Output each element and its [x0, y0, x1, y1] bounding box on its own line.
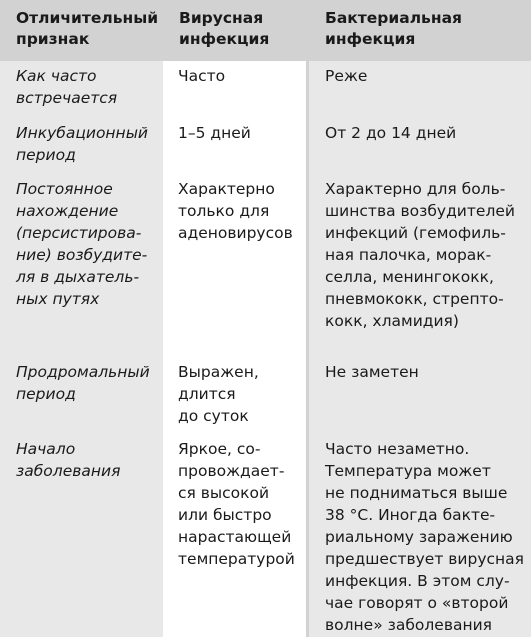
row-4-feature: Продромальный период	[16, 363, 150, 403]
row-2-feature: Инкубационный период	[16, 124, 149, 164]
row-2-viral: 1–5 дней	[178, 124, 251, 142]
row-1-feature: Как часто встречается	[16, 67, 118, 107]
row-3-bacterial: Характерно для боль- шинства возбудителей инфекций (гемофиль- ная палочка, морак- селла, менингококк, пневмококк, стрепто- кокк, хламидия)	[325, 180, 515, 330]
row-5-feature: Начало заболевания	[16, 440, 121, 480]
row-4-bacterial: Не заметен	[325, 363, 419, 381]
row-3-feature: Постоянное нахождение (персистирова- ние) возбудите- ля в дыхатель- ных путях	[16, 180, 148, 308]
header-viral: Вирусная инфекция	[179, 9, 270, 48]
table-header	[0, 0, 531, 61]
row-1-viral: Часто	[178, 67, 226, 85]
row-5-viral: Яркое, со- провождает- ся высокой или быстро нарастающей температурой	[178, 440, 295, 568]
row-1-bacterial: Реже	[325, 67, 368, 85]
header-feature: Отличительный признак	[16, 9, 159, 48]
header-bacterial: Бактериальная инфекция	[325, 9, 462, 48]
row-5-bacterial: Часто незаметно. Температура может не подниматься выше 38 °С. Иногда бакте- риальному заражению предшествует вирусная инфекция. В этом слу- чае говорят о «второй волне» заболевания	[325, 440, 524, 634]
row-3-viral: Характерно только для аденовирусов	[178, 180, 293, 242]
row-4-viral: Выражен, длится до суток	[178, 363, 259, 425]
row-2-bacterial: От 2 до 14 дней	[325, 124, 457, 142]
